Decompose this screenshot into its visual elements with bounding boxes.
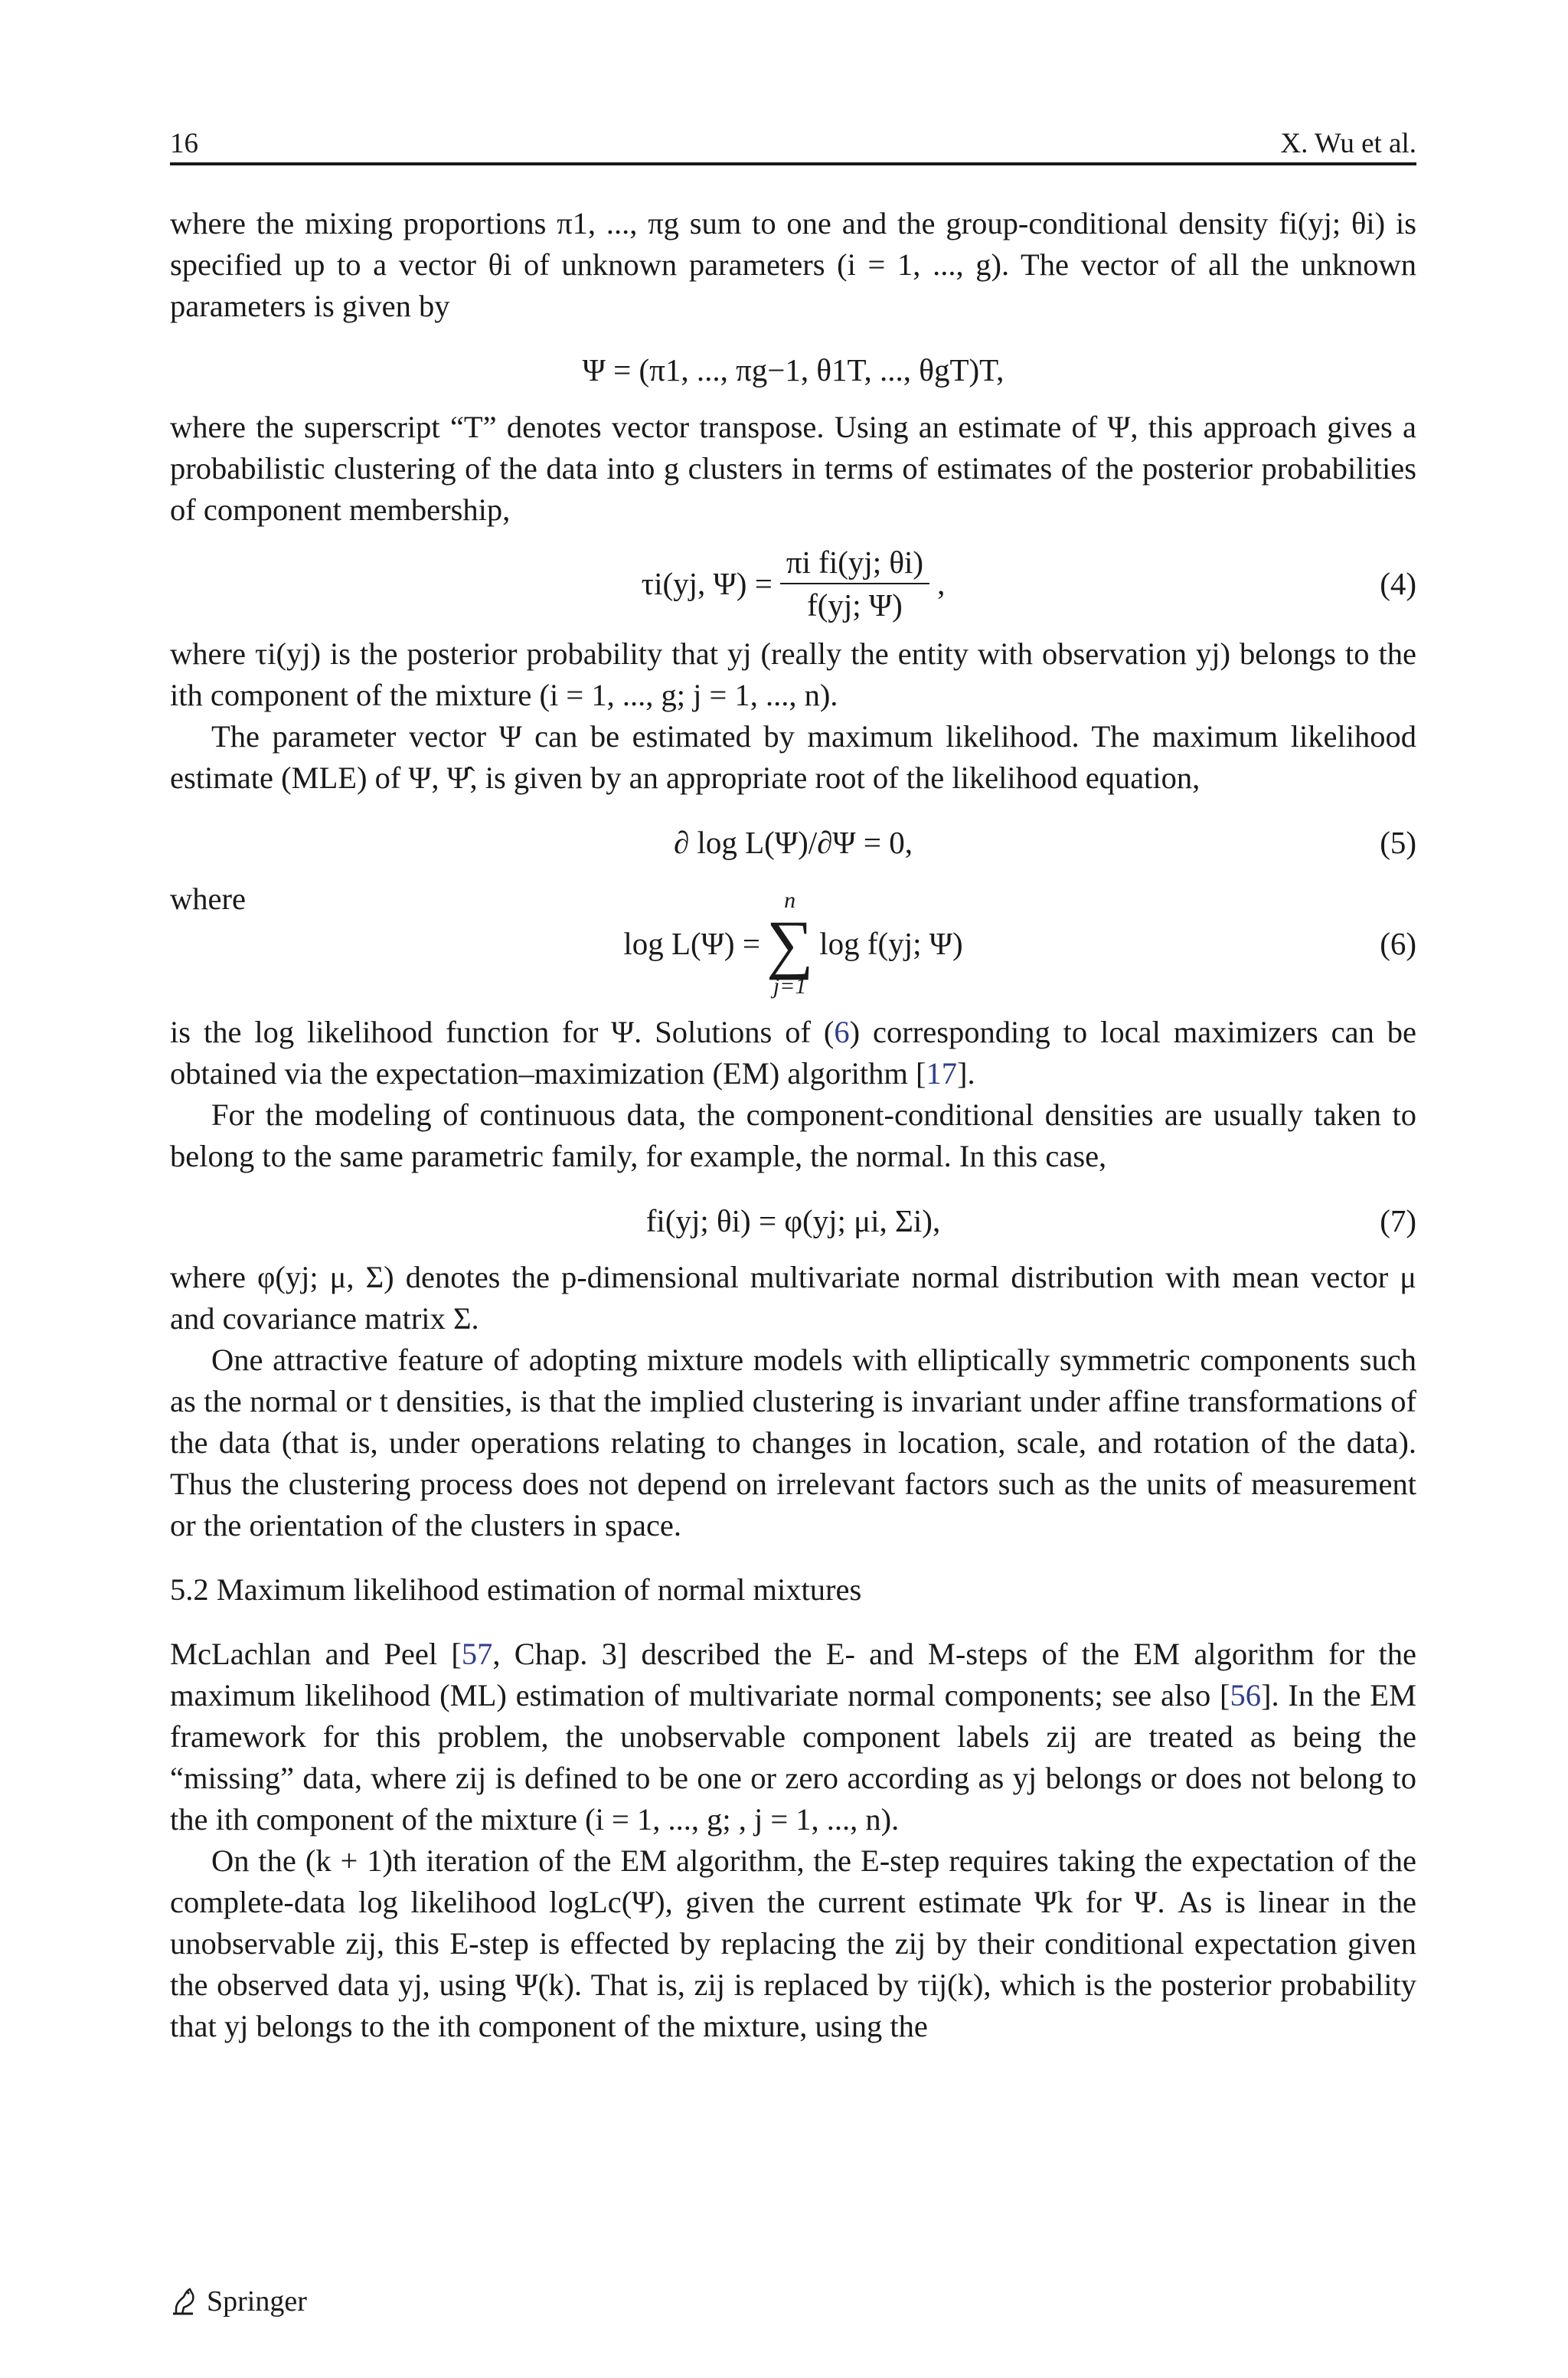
- equation-7-number: (7): [1380, 1203, 1416, 1238]
- running-header: [170, 115, 1416, 161]
- paragraph-continuous-data: For the modeling of continuous data, the component-conditional densities are usually taken to belong to the same parametric family, for example, the normal. In this case,: [170, 1097, 1416, 1173]
- header-rule: [170, 162, 1416, 165]
- where-label: where: [170, 882, 246, 916]
- text-run: McLachlan and Peel [: [170, 1637, 462, 1671]
- paragraph-elliptical-symmetry: One attractive feature of adopting mixture models with elliptically symmetric components such as the normal or t densities, is that the implied clustering is invariant under affine transformations of the data (that is, under operations relating to changes in location, scale, and rotation of the data). Thus the clustering process does not depend on irrelevant factors such as the units of measurement or the orientation of the clusters in space.: [170, 1343, 1416, 1542]
- page-footer: [170, 2278, 307, 2324]
- text-run: ) corresponding to local maximizers can be obtained via the expectation–maximization (EM) algorithm [: [170, 1015, 1416, 1091]
- summation-symbol: [766, 888, 813, 999]
- paragraph-maximum-likelihood: The parameter vector Ψ can be estimated by maximum likelihood. The maximum likelihood estimate (MLE) of Ψ, Ψ̂, is given by an appropriate root of the likelihood equation,: [170, 719, 1416, 795]
- text-run: is the log likelihood function for Ψ. Solutions of (: [170, 1015, 835, 1049]
- citation-17[interactable]: 17: [926, 1056, 957, 1091]
- text-run: ].: [956, 1056, 975, 1091]
- equation-parameter-vector: [170, 336, 1416, 404]
- equation-5-body: ∂ log L(Ψ)/∂Ψ = 0,: [673, 825, 913, 860]
- equation-ref-6[interactable]: 6: [834, 1015, 850, 1049]
- publisher-name: Springer: [207, 2285, 307, 2317]
- equation-4-numerator: πi fi(yj; θi): [780, 545, 929, 584]
- equation-5-number: (5): [1380, 825, 1416, 860]
- equation-4-fraction: [780, 545, 929, 623]
- equation-6-lhs: log L(Ψ) =: [623, 926, 760, 961]
- sigma-icon: ∑: [766, 907, 814, 980]
- paper-page: [170, 0, 1416, 2378]
- sum-upper-limit: n: [784, 888, 796, 913]
- body-text: [170, 203, 1416, 2047]
- paragraph-em-iteration: On the (k + 1)th iteration of the EM algorithm, the E-step requires taking the expectation of the complete-data log likelihood logLc(Ψ), given the current estimate Ψk for Ψ. As is linear in the unobservable zij, this E-step is effected by replacing the zij by their conditional expectation given the observed data yj, using Ψ(k). That is, zij is replaced by τij(k), which is the posterior probability that yj belongs to the ith component of the mixture, using the: [170, 1843, 1416, 2043]
- paragraph-mclachlan-peel: [170, 1634, 1416, 1840]
- paragraph-normal-distribution: where φ(yj; μ, Σ) denotes the p-dimensional multivariate normal distribution with mean vector μ and covariance matrix Σ.: [170, 1260, 1416, 1336]
- equation-7: [170, 1188, 1416, 1254]
- equation-6: [170, 878, 1416, 1009]
- text-run: , Chap. 3] described the E- and M-steps of the EM algorithm for the maximum likelihood (ML) estimation of multivariate normal components; see also [: [170, 1637, 1416, 1712]
- paragraph-mixing-proportions: where the mixing proportions π1, ..., πg sum to one and the group-conditional density fi(yj; θi) is specified up to a vector θi of unknown parameters (i = 1, ..., g). The vector of all the unknown parameters is given by: [170, 206, 1416, 323]
- running-head-authors: X. Wu et al.: [1280, 128, 1416, 159]
- paragraph-posterior-probability: where τi(yj) is the posterior probability that yj (really the entity with observation yj) belongs to the ith component of the mixture (i = 1, ..., g; j = 1, ..., n).: [170, 636, 1416, 712]
- equation-6-rhs: log f(yj; Ψ): [819, 926, 963, 961]
- equation-4-lhs: τi(yj, Ψ) =: [641, 566, 773, 601]
- equation-4-number: (4): [1380, 566, 1416, 601]
- equation-4-denominator: f(yj; Ψ): [807, 587, 903, 623]
- text-run: ]. In the EM framework for this problem, the unobservable component labels zij are treated as being the “missing” data, where zij is defined to be one or zero according as yj belongs or does not belong to the ith component of the mixture (i = 1, ..., g; , j = 1, ..., n).: [170, 1678, 1416, 1837]
- section-heading-5-2: 5.2 Maximum likelihood estimation of normal mixtures: [170, 1572, 862, 1607]
- equation-4: τi(yj, Ψ) = $\frac{\text{πi fi(yj; θi)}}{f(yj; \Psi)}$ , (4): [641, 545, 1416, 623]
- sum-lower-limit: j=1: [773, 973, 807, 999]
- springer-horse-icon: [170, 2286, 201, 2317]
- citation-57[interactable]: 57: [461, 1637, 493, 1671]
- paragraph-log-likelihood: [170, 1012, 1416, 1094]
- equation-7-body: fi(yj; θi) = φ(yj; μi, Σi),: [645, 1203, 941, 1238]
- paragraph-superscript-transpose: where the superscript “T” denotes vector transpose. Using an estimate of Ψ, this approach gives a probabilistic clustering of the data into g clusters in terms of estimates of the posterior probabilities of component membership,: [170, 410, 1416, 527]
- equation-psi-definition: Ψ = (π1, ..., πg−1, θ1T, ..., θgT)T,: [582, 352, 1004, 388]
- equation-5: [170, 810, 1416, 875]
- citation-56[interactable]: 56: [1230, 1678, 1261, 1712]
- equation-6-number: (6): [1380, 926, 1416, 961]
- page-number: 16: [170, 128, 198, 159]
